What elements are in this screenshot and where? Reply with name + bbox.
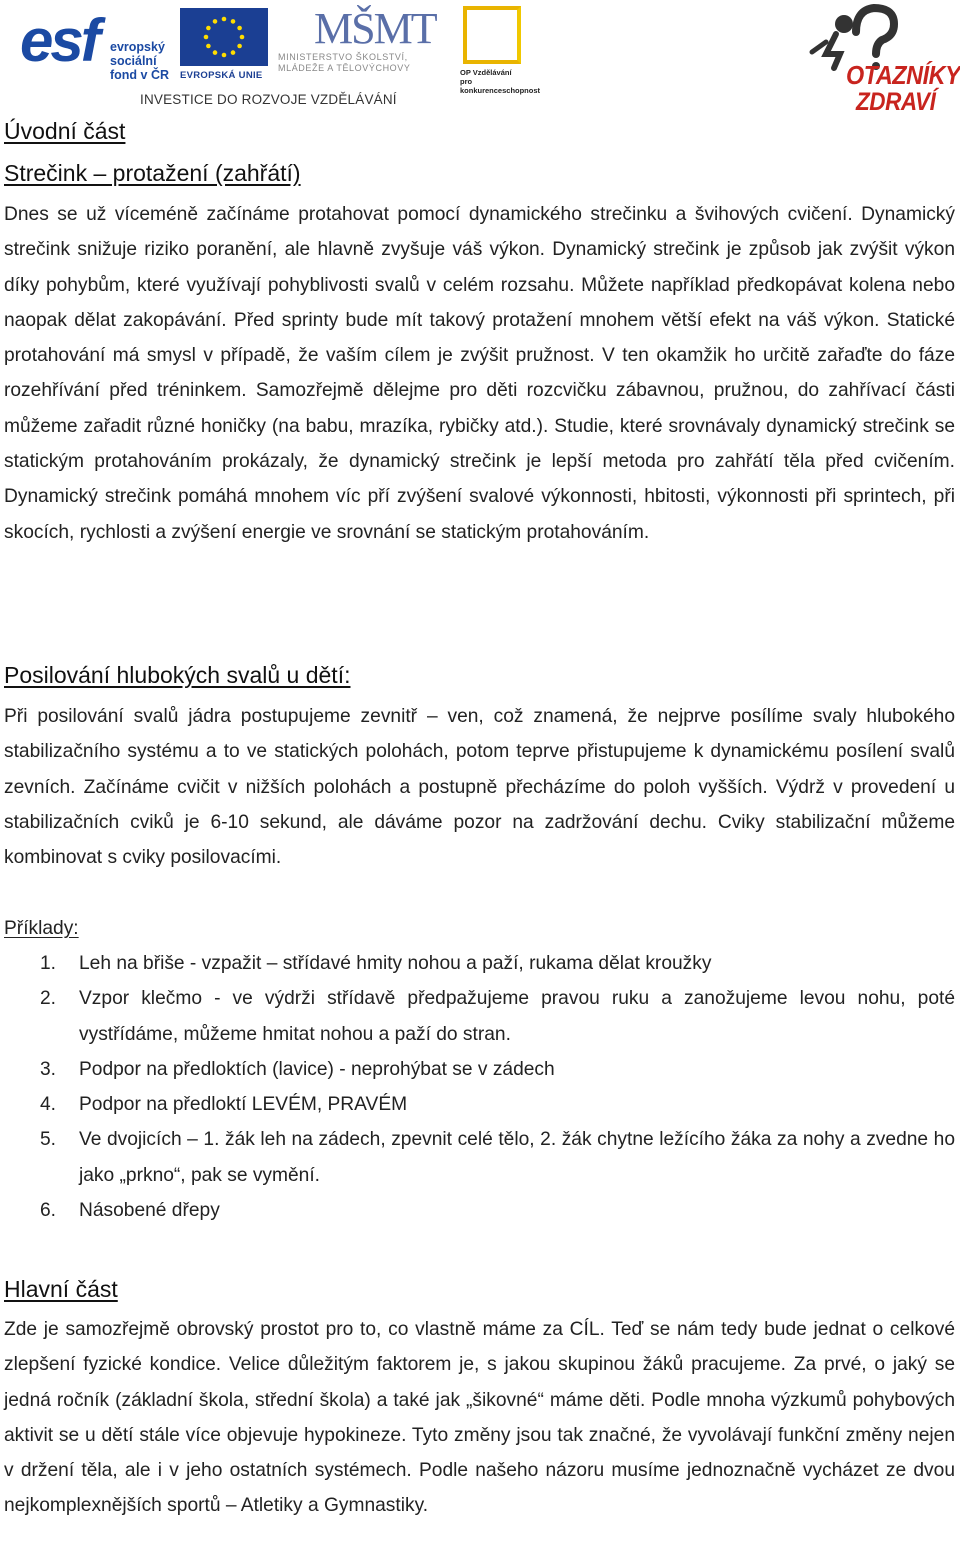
msmt-logo <box>278 6 438 84</box>
list-item-text: Podpor na předloktí LEVÉM, PRAVÉM <box>79 1094 408 1116</box>
esf-mark: esf <box>20 7 98 74</box>
list-item <box>40 946 955 981</box>
eu-star-icon <box>240 35 245 40</box>
otazniky-zdravi-logo <box>796 2 960 116</box>
eu-star-icon <box>213 19 218 24</box>
list-item-number: 6. <box>40 1200 57 1222</box>
list-item <box>40 1193 955 1228</box>
op-frame-icon <box>463 6 521 64</box>
eu-logo <box>180 8 270 83</box>
list-item <box>40 1122 955 1193</box>
eu-star-icon <box>222 17 227 22</box>
list-item-text: Vzpor klečmo - ve výdrži střídavě předpažujeme pravou ruku a zanožujeme levou nohu, poté vystřídáme, můžeme hmitat nohou a paží do stran. <box>79 988 955 1045</box>
list-item <box>40 1087 955 1122</box>
eu-caption: EVROPSKÁ UNIE <box>180 70 263 81</box>
list-item <box>40 1052 955 1087</box>
eu-star-icon <box>237 26 242 31</box>
list-item <box>40 981 955 1052</box>
msmt-mark: MŠMT <box>314 4 436 53</box>
list-item-text: Leh na břiše - vzpažit – střídavé hmity nohou a paží, rukama dělat kroužky <box>79 953 712 974</box>
eu-star-icon <box>231 50 236 55</box>
list-item-text: Ve dvojicích – 1. žák leh na zádech, zpevnit celé tělo, 2. žák chytne ležícího žáka za nohy a zvedne ho jako „prkno“, pak se vymění. <box>79 1129 955 1186</box>
esf-logo <box>20 8 170 84</box>
eu-star-icon <box>206 26 211 31</box>
op-logo <box>455 6 545 95</box>
msmt-caption: MINISTERSTVO ŠKOLSTVÍ, MLÁDEŽE A TĚLOVÝCHOVY <box>278 52 411 73</box>
heading-intro: Úvodní část <box>4 118 126 144</box>
list-item-text: Násobené dřepy <box>79 1200 220 1222</box>
oz-line2: ZDRAVÍ <box>856 88 936 116</box>
oz-line1: OTAZNÍKY <box>846 60 960 90</box>
heading-main-part: Hlavní část <box>4 1276 118 1302</box>
logo-header <box>0 0 960 115</box>
list-item-number: 5. <box>40 1129 57 1151</box>
paragraph-deep-muscles: Při posilování svalů jádra postupujeme zevnitř – ven, což znamená, že nejprve posílíme svaly hlubokého stabilizačního systému a to ve statických polohách, potom teprve přistupujeme k dynamickému posílení svalů zevních. Začínáme cvičit v nižších polohách a postupně přecházíme do poloh vyšších. Výdrž v provedení u stabilizačních cviků je 6-10 sekund, ale dáváme pozor na zadržování dechu. Cviky stabilizační můžeme kombinovat s cviky posilovacími. <box>4 706 955 869</box>
paragraph-main-part: Zde je samozřejmě obrovský prostot pro to, co vlastně máme za CÍL. Teď se nám tedy bude jednat o celkové zlepšení fyzické kondice. Velice důležitým faktorem je, s jakou skupinou žáků pracujeme. Za prvé, o jaký se jedná ročník (základní škola, střední škola) a také jak „šikovné“ máme děti. Podle mnoha výzkumů pohybových aktivit se u dětí stále více objevuje hypokineze. Tyto změny jsou tak značné, že vyvolávají funkční změny nejen v držení těla, ale i v jeho ostatních systémech. Podle našeho názoru musíme jednoznačně vycházet ze dvou nejkomplexnějších sportů – Atletiky a Gymnastiky. <box>4 1319 955 1517</box>
eu-star-icon <box>231 19 236 24</box>
eu-flag-icon <box>180 8 268 66</box>
esf-text: evropský sociální fond v ČR <box>110 40 170 82</box>
list-item-number: 4. <box>40 1094 57 1116</box>
heading-stretching: Strečink – protažení (zahřátí) <box>4 160 301 186</box>
eu-star-icon <box>204 35 209 40</box>
eu-star-icon <box>237 44 242 49</box>
paragraph-intro: Dnes se už víceméně začínáme protahovat pomocí dynamického strečinku a švihových cvičení. Dynamický strečink snižuje riziko poranění, ale hlavně zvyšuje váš výkon. Dynamický strečink je způsob jak zvýšit výkon díky pohybům, které využívají pohyblivosti svalů v celém rozsahu. Můžete například předkopávat kolena nebo naopak dělat zakopávání. Před sprinty bude mít takový protažení mnohem větší efekt na váš výkon. Statické protahování má smysl v případě, že vaším cílem je zvýšit pružnost. V ten okamžik ho určitě zařaďte do fáze rozehřívání před tréninkem. Samozřejmě dělejme pro děti rozcvičku zábavnou, pružnou, do zahřívací části můžeme zařadit různé honičky (na babu, mrazíka, rybičky atd.). Studie, které srovnávaly dynamický strečink se statickým protahováním prokázaly, že dynamický strečink je lepší metoda pro zahřátí těla před cvičením. Dynamický strečink pomáhá mnohem víc pří zvýšení svalové výkonnosti, hbitosti, výkonnosti při sprintech, při skocích, rychlosti a zvýšení energie ve srovnání se statickým protahováním. <box>4 204 955 543</box>
eu-star-icon <box>206 44 211 49</box>
list-item-text: Podpor na předloktích (lavice) - neprohýbat se v zádech <box>79 1058 555 1080</box>
eu-star-icon <box>222 53 227 58</box>
examples-label: Příklady: <box>4 918 79 939</box>
list-item-number: 1. <box>40 953 57 974</box>
invest-caption: INVESTICE DO ROZVOJE VZDĚLÁVÁNÍ <box>140 92 397 107</box>
list-item-number: 3. <box>40 1058 57 1080</box>
examples-list <box>40 946 955 1228</box>
list-item-number: 2. <box>40 988 57 1010</box>
heading-deep-muscles: Posilování hlubokých svalů u dětí: <box>4 662 351 688</box>
op-caption: OP Vzdělávání pro konkurenceschopnost <box>460 68 541 95</box>
eu-star-icon <box>213 50 218 55</box>
